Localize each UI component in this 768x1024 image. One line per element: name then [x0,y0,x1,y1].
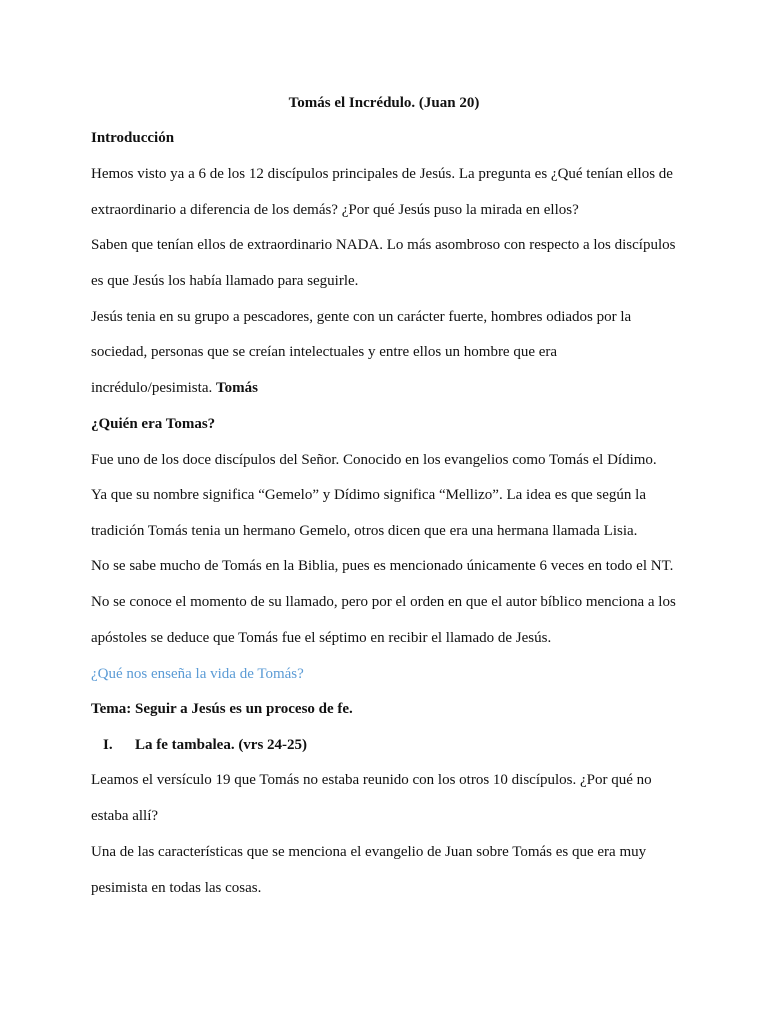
point-heading [91,736,307,754]
paragraph-line: extraordinario a diferencia de los demás? ¿Por qué Jesús puso la mirada en ellos? [91,202,579,218]
intro-heading: Introducción [91,130,175,146]
paragraph-line: Jesús tenia en su grupo a pescadores, gente con un carácter fuerte, hombres odiados por la [91,309,632,325]
emphasis-name: Tomás [215,380,258,396]
paragraph-line: Una de las características que se menciona el evangelio de Juan sobre Tomás es que era muy [91,844,647,860]
roman-numeral: I. [103,737,113,753]
who-heading: ¿Quién era Tomas? [91,416,216,432]
document-title: Tomás el Incrédulo. (Juan 20) [288,95,480,111]
teach-link[interactable]: ¿Qué nos enseña la vida de Tomás? [91,666,304,682]
paragraph-line: Hemos visto ya a 6 de los 12 discípulos principales de Jesús. La pregunta es ¿Qué tenían ellos de [91,166,673,182]
paragraph-line: No se conoce el momento de su llamado, pero por el orden en que el autor bíblico menciona a los [91,594,676,610]
paragraph-line: pesimista en todas las cosas. [91,880,262,896]
point-title: La fe tambalea. (vrs 24-25) [135,737,308,753]
paragraph-line [91,379,258,397]
paragraph-line: es que Jesús los había llamado para seguirle. [91,273,359,289]
paragraph-text: incrédulo/pesimista. [91,380,216,396]
paragraph-line: Fue uno de los doce discípulos del Señor. Conocido en los evangelios como Tomás el Dídimo. [91,452,657,468]
paragraph-line: Saben que tenían ellos de extraordinario NADA. Lo más asombroso con respecto a los discípulos [91,237,676,253]
paragraph-line: No se sabe mucho de Tomás en la Biblia, pues es mencionado únicamente 6 veces en todo el NT. [91,558,674,574]
paragraph-line: sociedad, personas que se creían intelectuales y entre ellos un hombre que era [91,344,558,360]
paragraph-line: apóstoles se deduce que Tomás fue el séptimo en recibir el llamado de Jesús. [91,630,552,646]
paragraph-line: Ya que su nombre significa “Gemelo” y Dídimo significa “Mellizo”. La idea es que según la [91,487,646,503]
paragraph-line: estaba allí? [91,808,159,824]
theme-heading: Tema: Seguir a Jesús es un proceso de fe. [91,701,353,717]
paragraph-line: tradición Tomás tenia un hermano Gemelo, otros dicen que era una hermana llamada Lisia. [91,523,638,539]
paragraph-line: Leamos el versículo 19 que Tomás no estaba reunido con los otros 10 discípulos. ¿Por qué no [91,772,652,788]
